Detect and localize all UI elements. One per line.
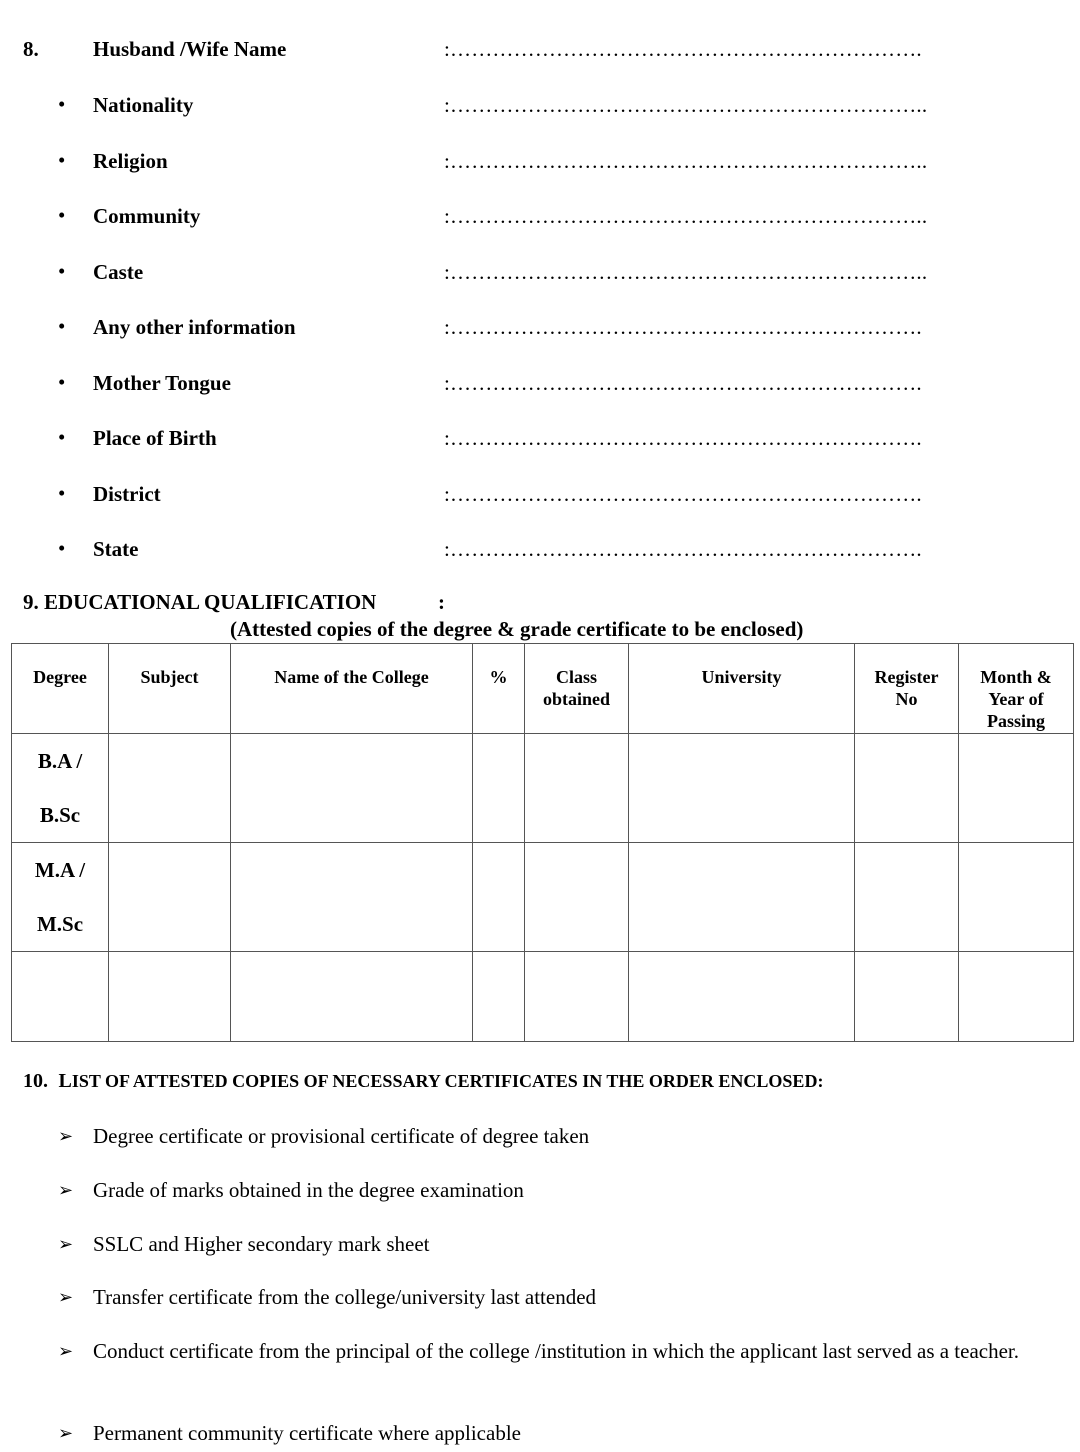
- bullet-icon: •: [58, 425, 66, 449]
- fill-in-line[interactable]: :………………………………………………………….: [444, 37, 922, 61]
- bullet-icon: •: [58, 481, 66, 505]
- section-9-title: 9. EDUCATIONAL QUALIFICATION: [23, 590, 377, 614]
- degree-line: M.Sc: [36, 912, 84, 936]
- fill-in-line[interactable]: :…………………………………………………………..: [444, 204, 928, 228]
- cell-university[interactable]: [629, 952, 855, 1042]
- form-row-place-of-birth: [0, 426, 1080, 482]
- fill-in-line[interactable]: :………………………………………………………….: [444, 537, 922, 561]
- list-item-text: SSLC and Higher secondary mark sheet: [93, 1232, 430, 1256]
- fill-in-line[interactable]: :…………………………………………………………..: [444, 93, 928, 117]
- cell-subject[interactable]: [109, 734, 231, 843]
- form-row-husband-wife-name: [0, 37, 1080, 93]
- field-label: Mother Tongue: [93, 371, 231, 395]
- cell-month-year[interactable]: [959, 952, 1074, 1042]
- cell-subject[interactable]: [109, 952, 231, 1042]
- cell-subject[interactable]: [109, 843, 231, 952]
- col-header-class: Class obtained: [525, 644, 629, 734]
- col-header-month-year: Month & Year of Passing: [959, 644, 1074, 734]
- cell-college[interactable]: [231, 734, 473, 843]
- form-row-community: [0, 204, 1080, 260]
- degree-cell: [12, 843, 109, 952]
- form-row-mother-tongue: [0, 371, 1080, 427]
- bullet-icon: •: [58, 370, 66, 394]
- section-10-title: [23, 1070, 823, 1093]
- table-row: [12, 952, 1074, 1042]
- cell-percent[interactable]: [473, 843, 525, 952]
- cell-percent[interactable]: [473, 952, 525, 1042]
- field-label: District: [93, 482, 161, 506]
- table-header-row: [12, 644, 1074, 734]
- cell-college[interactable]: [231, 843, 473, 952]
- bullet-icon: •: [58, 203, 66, 227]
- bullet-icon: •: [58, 148, 66, 172]
- cell-class[interactable]: [525, 734, 629, 843]
- cell-class[interactable]: [525, 843, 629, 952]
- cell-university[interactable]: [629, 734, 855, 843]
- bullet-icon: •: [58, 92, 66, 116]
- arrow-bullet-icon: ➢: [58, 1126, 74, 1146]
- title-rest: IST OF ATTESTED COPIES OF NECESSARY CERTIFICATES IN THE ORDER ENCLOSED:: [71, 1071, 824, 1091]
- bullet-icon: •: [58, 314, 66, 338]
- fill-in-line[interactable]: :………………………………………………………….: [444, 482, 922, 506]
- arrow-bullet-icon: ➢: [58, 1180, 74, 1200]
- degree-line: B.A /: [37, 749, 83, 773]
- col-header-college: Name of the College: [231, 644, 473, 734]
- degree-line: B.Sc: [39, 803, 81, 827]
- cell-university[interactable]: [629, 843, 855, 952]
- table-row: [12, 734, 1074, 843]
- table-row: [12, 843, 1074, 952]
- education-table: [11, 643, 1074, 1042]
- form-row-caste: [0, 260, 1080, 316]
- fill-in-line[interactable]: :………………………………………………………….: [444, 315, 922, 339]
- cell-percent[interactable]: [473, 734, 525, 843]
- cell-register-no[interactable]: [855, 843, 959, 952]
- col-header-university: University: [629, 644, 855, 734]
- arrow-bullet-icon: ➢: [58, 1423, 74, 1443]
- fill-in-line[interactable]: :………………………………………………………….: [444, 426, 922, 450]
- field-label: Religion: [93, 149, 168, 173]
- form-row-nationality: [0, 93, 1080, 149]
- bullet-icon: •: [58, 536, 66, 560]
- arrow-bullet-icon: ➢: [58, 1287, 74, 1307]
- arrow-bullet-icon: ➢: [58, 1341, 74, 1361]
- field-label: Community: [93, 204, 201, 228]
- field-label: State: [93, 537, 139, 561]
- field-label: Caste: [93, 260, 144, 284]
- col-header-percent: %: [473, 644, 525, 734]
- field-label: Husband /Wife Name: [93, 37, 287, 61]
- form-row-district: [0, 482, 1080, 538]
- section-9-note: (Attested copies of the degree & grade certificate to be enclosed): [230, 617, 804, 641]
- cell-register-no[interactable]: [855, 734, 959, 843]
- list-item-text: Grade of marks obtained in the degree examination: [93, 1178, 524, 1202]
- arrow-bullet-icon: ➢: [58, 1234, 74, 1254]
- list-item-text: Conduct certificate from the principal of the college /institution in which the applicant last served as a teacher.: [93, 1339, 1020, 1363]
- col-header-degree: Degree: [12, 644, 109, 734]
- section-number: 10.: [23, 1070, 48, 1092]
- fill-in-line[interactable]: :………………………………………………………….: [444, 371, 922, 395]
- col-header-register-no: Register No: [855, 644, 959, 734]
- list-item-text: Transfer certificate from the college/university last attended: [93, 1285, 597, 1309]
- fill-in-line[interactable]: :…………………………………………………………..: [444, 260, 928, 284]
- cell-class[interactable]: [525, 952, 629, 1042]
- fill-in-line[interactable]: :…………………………………………………………..: [444, 149, 928, 173]
- form-row-religion: [0, 149, 1080, 205]
- field-label: Nationality: [93, 93, 194, 117]
- col-header-subject: Subject: [109, 644, 231, 734]
- form-row-state: [0, 537, 1080, 593]
- title-initial: L: [58, 1070, 72, 1092]
- section-number: 8.: [23, 37, 39, 61]
- section-9-colon: :: [438, 590, 445, 614]
- cell-register-no[interactable]: [855, 952, 959, 1042]
- field-label: Place of Birth: [93, 426, 217, 450]
- list-item-text: Degree certificate or provisional certificate of degree taken: [93, 1124, 590, 1148]
- cell-month-year[interactable]: [959, 843, 1074, 952]
- degree-line: M.A /: [34, 858, 86, 882]
- list-item-text: Permanent community certificate where applicable: [93, 1421, 521, 1445]
- degree-cell: [12, 734, 109, 843]
- cell-college[interactable]: [231, 952, 473, 1042]
- field-label: Any other information: [93, 315, 296, 339]
- degree-cell[interactable]: [12, 952, 109, 1042]
- form-row-other-information: [0, 315, 1080, 371]
- cell-month-year[interactable]: [959, 734, 1074, 843]
- bullet-icon: •: [58, 259, 66, 283]
